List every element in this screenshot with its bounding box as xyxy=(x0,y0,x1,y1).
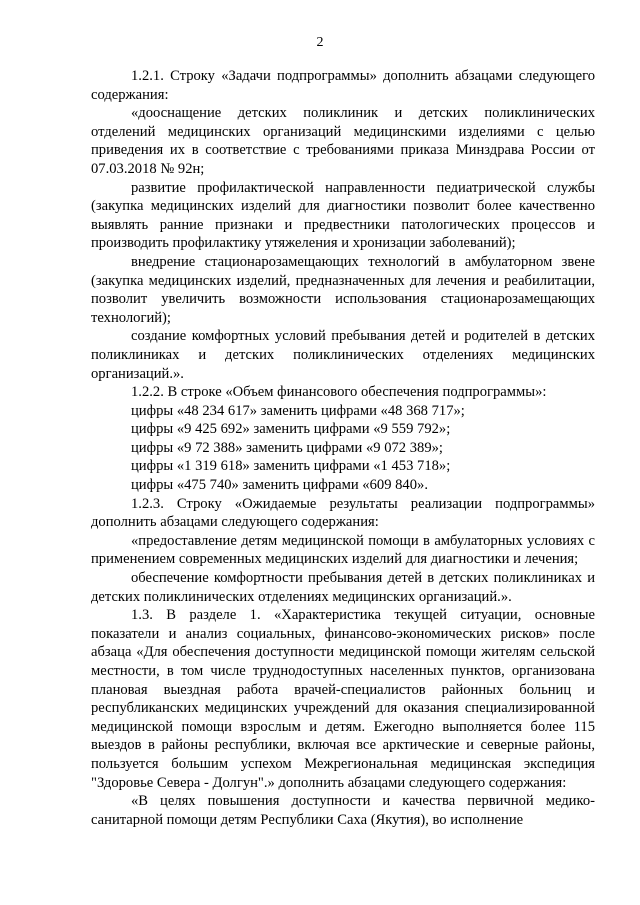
paragraph: «дооснащение детских поликлиник и детских поликлинических отделений медицинских организаций медицинскими изделиями с целью приведения их в соответствие с требованиями приказа Минздрава России от 07.03.2018 № 92н; xyxy=(91,105,595,177)
paragraph: цифры «9 425 692» заменить цифрами «9 559 792»; xyxy=(131,421,451,438)
paragraph: создание комфортных условий пребывания детей и родителей в детских поликлиниках и детских поликлинических отделениях медицинских организаций.». xyxy=(91,328,595,382)
document-body xyxy=(91,67,595,829)
paragraph: внедрение стационарозамещающих технологий в амбулаторном звене (закупка медицинских изделий, предназначенных для лечения и реабилитации, позволит увеличить возможности использования стационарозамещающих технологий); xyxy=(91,253,595,326)
paragraph: 1.2.1. Строку «Задачи подпрограммы» дополнить абзацами следующего содержания: xyxy=(91,68,595,103)
paragraph: «предоставление детям медицинской помощи в амбулаторных условиях с применением современных медицинских изделий для диагностики и лечения; xyxy=(91,532,595,568)
paragraph: «В целях повышения доступности и качества первичной медико-санитарной помощи детям Республики Саха (Якутия), во исполнение xyxy=(91,793,595,828)
paragraph: развитие профилактической направленности педиатрической службы (закупка медицинских изделий для диагностики позволит более качественно выявлять ранние признаки и предвестники патологических процессов и производить профилактику утяжеления и хронизации заболеваний); xyxy=(91,179,595,252)
paragraph: цифры «475 740» заменить цифрами «609 840». xyxy=(131,477,428,494)
paragraph: цифры «9 72 388» заменить цифрами «9 072 389»; xyxy=(131,439,443,456)
paragraph: 1.3. В разделе 1. «Характеристика текущей ситуации, основные показатели и анализ социальных, финансово-экономических рисков» после абзаца «Для обеспечения доступности медицинской помощи жителям сельской местности, в том числе труднодоступных населенных пунктов, организована плановая выездная работа врачей-специалистов районных больниц и республиканских медицинских учреждений для оказания специализированной медицинской помощи взрослым и детям. Ежегодно выполняется более 115 выездов в районы республики, включая все арктические и северные районы, пользуется большим успехом Межрегиональная медицинская экспедиция "Здоровье Севера - Долгун".» дополнить абзацами следующего содержания: xyxy=(91,607,595,791)
paragraph: обеспечение комфортности пребывания детей в детских поликлиниках и детских поликлинических отделениях медицинских организаций.». xyxy=(91,570,595,605)
paragraph: цифры «1 319 618» заменить цифрами «1 453 718»; xyxy=(131,458,451,475)
paragraph: 1.2.3. Строку «Ожидаемые результаты реализации подпрограммы» дополнить абзацами следующего содержания: xyxy=(91,495,595,531)
paragraph: 1.2.2. В строке «Объем финансового обеспечения подпрограммы»: xyxy=(131,384,547,401)
paragraph: цифры «48 234 617» заменить цифрами «48 368 717»; xyxy=(131,402,465,419)
page-number: 2 xyxy=(316,35,324,50)
